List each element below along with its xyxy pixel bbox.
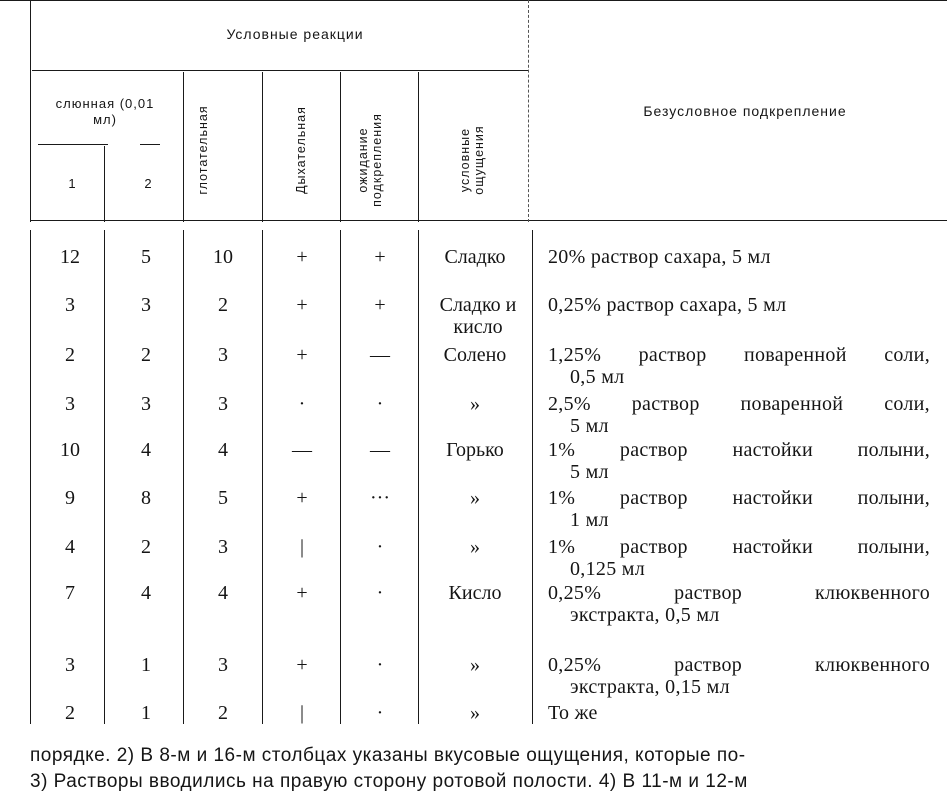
unconditioned-value bbox=[548, 344, 930, 388]
sensation-value: » bbox=[470, 702, 480, 724]
motor-value: 3 bbox=[218, 393, 228, 415]
salivary-2-value: 3 bbox=[141, 393, 151, 415]
unconditioned-line-2: 5 мл bbox=[570, 461, 609, 483]
body-divider-3 bbox=[262, 230, 263, 724]
respiratory-value: + bbox=[296, 487, 308, 509]
waiting-value: · bbox=[376, 536, 384, 558]
unconditioned-line-1: 0,25% раствор сахара, 5 мл bbox=[548, 294, 787, 316]
respiratory-value: | bbox=[299, 536, 304, 558]
unconditioned-value bbox=[548, 393, 930, 437]
respiratory-value: + bbox=[296, 654, 308, 676]
body-divider-6 bbox=[532, 230, 533, 724]
header-group-rule bbox=[32, 70, 528, 71]
salivary-subrule bbox=[38, 144, 108, 145]
respiratory-value: + bbox=[296, 582, 308, 604]
salivary-col-2: 2 bbox=[144, 176, 152, 191]
salivary-1-value: 2 bbox=[65, 344, 75, 366]
body-divider-4 bbox=[340, 230, 341, 724]
unconditioned-line-1: 20% раствор сахара, 5 мл bbox=[548, 246, 771, 268]
sensation-value: Сладко и кисло bbox=[439, 294, 517, 338]
waiting-value: · bbox=[376, 702, 384, 724]
waiting-value: — bbox=[370, 344, 390, 366]
unconditioned-line-2: 0,125 мл bbox=[570, 558, 646, 580]
respiratory-value: | bbox=[299, 702, 304, 724]
salivary-2-value: 1 bbox=[141, 654, 151, 676]
motor-value: 4 bbox=[218, 582, 228, 604]
salivary-1-value: 10 bbox=[60, 439, 80, 461]
header-divider-sens bbox=[418, 72, 419, 222]
salivary-2-value: 2 bbox=[141, 344, 151, 366]
footnote-line-1: порядке. 2) В 8-м и 16-м столбцах указаны вкусовые ощущения, которые по- bbox=[30, 745, 746, 766]
waiting-header: ожидание подкрепления bbox=[356, 113, 384, 207]
respiratory-value: — bbox=[292, 439, 312, 461]
header-bottom-rule bbox=[30, 220, 947, 221]
unconditioned-value bbox=[548, 536, 930, 580]
motor-value: 10 bbox=[213, 246, 233, 268]
header-divider-resp bbox=[262, 72, 263, 222]
salivary-2-value: 2 bbox=[141, 536, 151, 558]
salivary-col-1: 1 bbox=[68, 176, 76, 191]
salivary-1-value: 3 bbox=[65, 654, 75, 676]
respiratory-value: + bbox=[296, 294, 308, 316]
salivary-2-value: 8 bbox=[141, 487, 151, 509]
sensations-header: условные ощущения bbox=[458, 125, 486, 195]
waiting-value: · bbox=[376, 582, 384, 604]
body-divider-5 bbox=[418, 230, 419, 724]
motor-value: 5 bbox=[218, 487, 228, 509]
header-divider-salivary bbox=[104, 146, 105, 222]
sensation-value: Кисло bbox=[448, 582, 502, 604]
unconditioned-line-1: 1,25% раствор поваренной соли, bbox=[548, 344, 930, 366]
salivary-1-value: 3 bbox=[65, 294, 75, 316]
footnote-line-2: 3) Растворы вводились на правую сторону ротовой полости. 4) В 11-м и 12-м bbox=[30, 771, 748, 792]
salivary-2-value: 5 bbox=[141, 246, 151, 268]
salivary-2-value: 4 bbox=[141, 582, 151, 604]
body-left-border bbox=[30, 230, 31, 724]
header-top-rule bbox=[0, 0, 947, 1]
salivary-2-value: 3 bbox=[141, 294, 151, 316]
respiratory-value: + bbox=[296, 344, 308, 366]
waiting-value: + bbox=[374, 246, 386, 268]
sensation-value: » bbox=[470, 393, 480, 415]
motor-value: 2 bbox=[218, 702, 228, 724]
unconditioned-value bbox=[548, 294, 930, 316]
respiratory-value: + bbox=[296, 246, 308, 268]
salivary-2-value: 1 bbox=[141, 702, 151, 724]
unconditioned-line-1: 2,5% раствор поваренной соли, bbox=[548, 393, 930, 415]
salivary-subrule-2 bbox=[140, 144, 160, 145]
unconditioned-line-2: экстракта, 0,5 мл bbox=[570, 604, 720, 626]
waiting-value: — bbox=[370, 439, 390, 461]
salivary-1-value: 4 bbox=[65, 536, 75, 558]
unconditioned-line-2: 5 мл bbox=[570, 415, 609, 437]
respiratory-value: · bbox=[298, 393, 306, 415]
body-divider-2 bbox=[183, 230, 184, 724]
salivary-1-value: 9 bbox=[65, 487, 75, 509]
waiting-value: ··· bbox=[370, 487, 390, 509]
unconditioned-line-2: экстракта, 0,15 мл bbox=[570, 676, 730, 698]
unconditioned-value bbox=[548, 246, 930, 268]
salivary-1-value: 12 bbox=[60, 246, 80, 268]
unconditioned-value bbox=[548, 487, 930, 531]
respiratory-header: Дыхательная bbox=[294, 106, 308, 194]
motor-value: 3 bbox=[218, 654, 228, 676]
salivary-1-value: 3 bbox=[65, 393, 75, 415]
sensation-value: » bbox=[470, 487, 480, 509]
salivary-2-value: 4 bbox=[141, 439, 151, 461]
header-divider-motor bbox=[183, 72, 184, 222]
conditioned-reactions-title: Условные реакции bbox=[226, 26, 364, 42]
unconditioned-line-1: 0,25% раствор клюквенного bbox=[548, 654, 930, 676]
unconditioned-value bbox=[548, 439, 930, 483]
header-divider-wait bbox=[340, 72, 341, 222]
unconditioned-value bbox=[548, 654, 930, 698]
unconditioned-line-1: 1% раствор настойки полыни, bbox=[548, 536, 930, 558]
sensation-value: » bbox=[470, 536, 480, 558]
unconditioned-line-1: То же bbox=[548, 702, 598, 724]
body-divider-1 bbox=[104, 230, 105, 724]
sensation-value: » bbox=[470, 654, 480, 676]
motor-header: глотательная bbox=[196, 105, 210, 195]
motor-value: 3 bbox=[218, 344, 228, 366]
unconditioned-line-2: 0,5 мл bbox=[570, 366, 625, 388]
unconditioned-line-1: 1% раствор настойки полыни, bbox=[548, 439, 930, 461]
waiting-value: + bbox=[374, 294, 386, 316]
motor-value: 4 bbox=[218, 439, 228, 461]
header-divider-uncond bbox=[528, 0, 529, 222]
salivary-1-value: 7 bbox=[65, 582, 75, 604]
waiting-value: · bbox=[376, 654, 384, 676]
unconditioned-value bbox=[548, 582, 930, 626]
unconditioned-line-2: 1 мл bbox=[570, 509, 609, 531]
sensation-value: Солено bbox=[443, 344, 507, 366]
sensation-value: Сладко bbox=[444, 246, 506, 268]
salivary-header: слюнная (0,01 мл) bbox=[55, 96, 155, 127]
unconditioned-header: Безусловное подкрепление bbox=[643, 103, 847, 119]
waiting-value: · bbox=[376, 393, 384, 415]
header-left-border bbox=[30, 0, 31, 222]
motor-value: 2 bbox=[218, 294, 228, 316]
unconditioned-line-1: 0,25% раствор клюквенного bbox=[548, 582, 930, 604]
unconditioned-line-1: 1% раствор настойки полыни, bbox=[548, 487, 930, 509]
salivary-1-value: 2 bbox=[65, 702, 75, 724]
motor-value: 3 bbox=[218, 536, 228, 558]
sensation-value: Горько bbox=[446, 439, 504, 461]
unconditioned-value bbox=[548, 702, 930, 724]
